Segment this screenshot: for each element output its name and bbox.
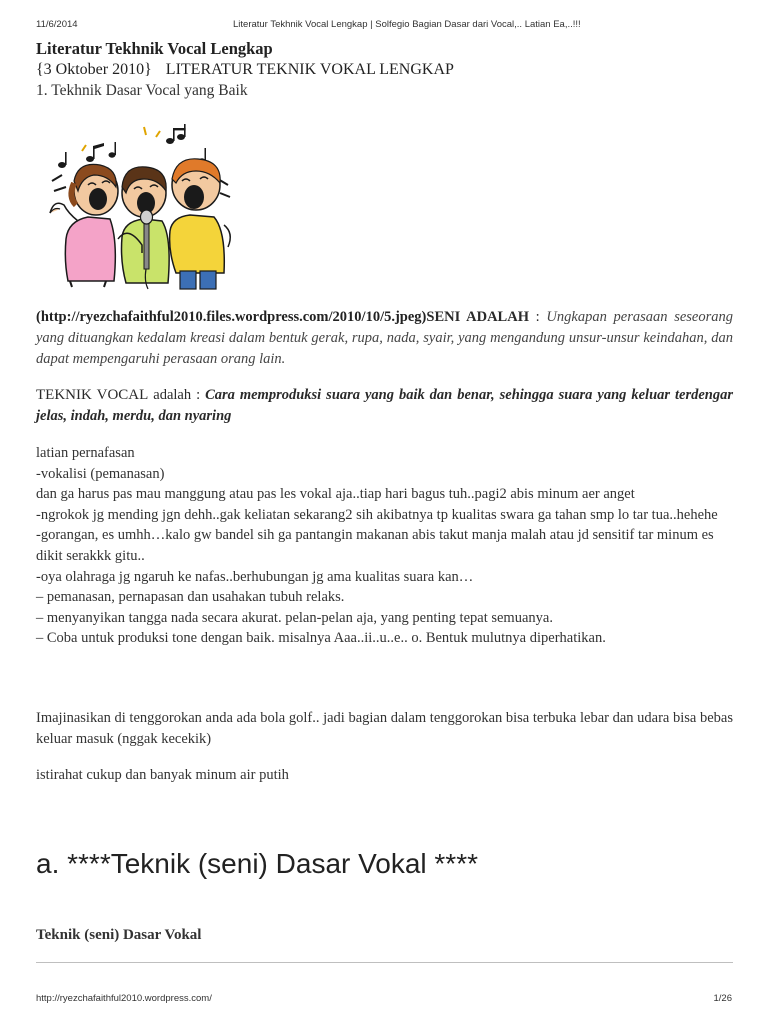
- seni-colon: :: [528, 309, 547, 325]
- vocal-tips-list: [36, 443, 733, 649]
- teknik-adalah: adalah :: [148, 387, 206, 403]
- tip-line: latian pernafasan: [36, 445, 135, 461]
- tip-line: -gorangan, es umhh…kalo gw bandel sih ga pantangin makanan abis takut manja malah atau jd sensitif tar minum es dikit serakkk gitu..: [36, 527, 714, 564]
- print-page-title: Literatur Tekhnik Vocal Lengkap | Solfegio Bagian Dasar dari Vocal,.. Latian Ea,..!!!: [233, 19, 581, 30]
- tip-line: -vokalisi (pemanasan): [36, 465, 165, 482]
- tip-line: – pemanasan, pernapasan dan usahakan tubuh relaks.: [36, 589, 345, 606]
- post-date: {3 Oktober 2010}: [36, 61, 152, 78]
- image-link[interactable]: (http://ryezchafaithful2010.files.wordpress.com/2010/10/5.jpeg): [36, 309, 427, 325]
- print-header: [36, 19, 732, 33]
- istirahat-paragraph: istirahat cukup dan banyak minum air putih: [36, 767, 289, 783]
- tip-line: -ngrokok jg mending jgn dehh..gak keliatan sekarang2 sih akibatnya tp kualitas swara ga tahan smp lo tar tua..hehehe: [36, 506, 718, 523]
- post-headline: LITERATUR TEKNIK VOKAL LENGKAP: [165, 61, 454, 78]
- seni-adalah-paragraph: [36, 307, 733, 370]
- print-footer: [36, 993, 732, 1007]
- tip-line: dan ga harus pas mau manggung atau pas les vokal aja..tiap hari bagus tuh..pagi2 abis minum aer anget: [36, 486, 635, 503]
- print-date: 11/6/2014: [36, 19, 78, 30]
- tip-line: – Coba untuk produksi tone dengan baik. misalnya Aaa..ii..u..e.. o. Bentuk mulutnya diperhatikan.: [36, 630, 606, 647]
- tip-line: -oya olahraga jg ngaruh ke nafas..berhubungan jg ama kualitas suara kan…: [36, 568, 474, 585]
- teknik-label: TEKNIK VOCAL: [36, 387, 149, 403]
- teknik-definition: Cara memproduksi suara yang baik dan benar, sehingga suara yang keluar terdengar jelas, indah, merdu, dan nyaring: [36, 387, 733, 424]
- singing-kids-illustration[interactable]: [48, 121, 238, 291]
- section-subheading: Teknik (seni) Dasar Vokal: [36, 927, 202, 943]
- post-date-line: [36, 59, 733, 80]
- post-title[interactable]: Literatur Tekhnik Vocal Lengkap: [36, 39, 273, 58]
- page-number: 1/26: [713, 993, 732, 1004]
- divider: [36, 962, 733, 963]
- section-heading-a: a. ****Teknik (seni) Dasar Vokal ****: [36, 848, 478, 879]
- print-url[interactable]: http://ryezchafaithful2010.wordpress.com/: [36, 993, 212, 1004]
- seni-label: SENI ADALAH: [426, 309, 529, 325]
- tip-line: – menyanyikan tangga nada secara akurat. pelan-pelan aja, yang penting tepat semuanya.: [36, 609, 553, 626]
- section-heading: 1. Tekhnik Dasar Vocal yang Baik: [36, 82, 248, 99]
- teknik-vocal-paragraph: [36, 385, 733, 427]
- imajinasi-paragraph: Imajinasikan di tenggorokan anda ada bola golf.. jadi bagian dalam tenggorokan bisa terbuka lebar dan udara bisa bebas keluar masuk (nggak kecekik): [36, 710, 733, 747]
- post-content: [36, 38, 734, 943]
- seni-definition: Ungkapan perasaan seseorang yang dituangkan kedalam kreasi dalam bentuk gerak, rupa, nada, syair, yang mengandung unsur-unsur keindahan, dan dapat mempengaruhi perasaan orang lain.: [36, 309, 734, 367]
